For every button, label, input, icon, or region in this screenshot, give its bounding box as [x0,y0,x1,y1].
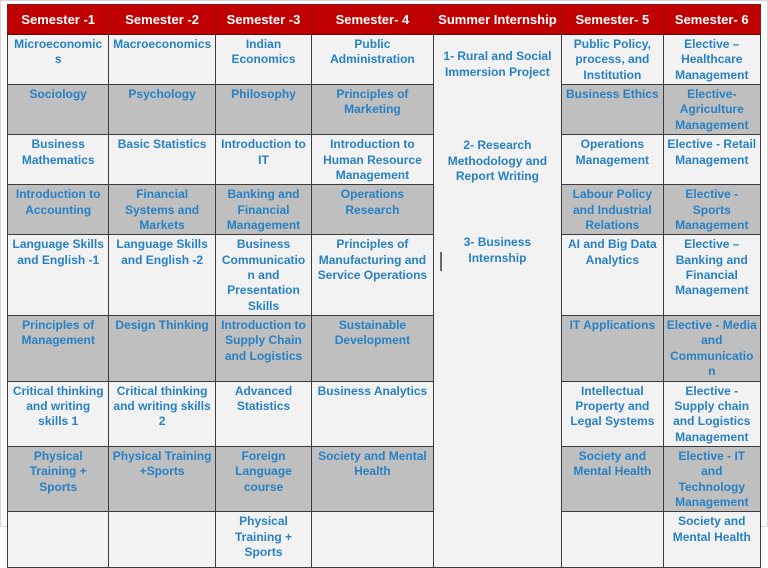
summer-internship-cell[interactable] [433,35,562,568]
course-cell[interactable]: Basic Statistics [109,135,215,185]
course-cell[interactable]: Critical thinking and writing skills 2 [109,381,215,446]
column-header-semester-5[interactable]: Semester- 5 [562,5,663,35]
course-cell[interactable]: Language Skills and English -1 [8,235,109,316]
course-cell[interactable]: Elective - Supply chain and Logistics Management [663,381,760,446]
summer-internship-item: 2- Research Methodology and Report Writing [447,138,548,184]
course-cell[interactable] [562,512,663,568]
course-cell[interactable]: Introduction to IT [215,135,311,185]
curriculum-table [7,4,761,568]
column-header-semester-6[interactable]: Semester- 6 [663,5,760,35]
course-cell[interactable]: Psychology [109,85,215,135]
course-cell[interactable]: Elective - IT and Technology Management [663,446,760,511]
course-cell[interactable]: Labour Policy and Industrial Relations [562,185,663,235]
table-row [8,381,761,446]
course-cell[interactable]: Business Analytics [312,381,433,446]
text-cursor [440,252,442,271]
course-cell[interactable]: Banking and Financial Management [215,185,311,235]
course-cell[interactable]: Financial Systems and Markets [109,185,215,235]
course-cell[interactable]: Physical Training + Sports [8,446,109,511]
column-header-semester-4[interactable]: Semester- 4 [312,5,433,35]
summer-internship-item: 3- Business Internship [463,234,532,265]
course-cell[interactable]: Society and Mental Health [312,446,433,511]
course-cell[interactable]: Operations Research [312,185,433,235]
course-cell[interactable]: Principles of Manufacturing and Service Operations [312,235,433,316]
course-cell[interactable]: Macroeconomics [109,35,215,85]
table-row [8,85,761,135]
table-row [8,185,761,235]
column-header-summer-internship[interactable]: Summer Internship [433,5,562,35]
course-cell[interactable]: Indian Economics [215,35,311,85]
course-cell[interactable]: Business Ethics [562,85,663,135]
table-row [8,512,761,568]
course-cell[interactable]: Intellectual Property and Legal Systems [562,381,663,446]
header-row [8,5,761,35]
course-cell[interactable]: Society and Mental Health [562,446,663,511]
course-cell[interactable]: Introduction to Human Resource Management [312,135,433,185]
course-cell[interactable] [8,512,109,568]
course-cell[interactable]: Principles of Management [8,316,109,381]
course-cell[interactable]: Public Administration [312,35,433,85]
course-cell[interactable]: Advanced Statistics [215,381,311,446]
course-cell[interactable] [312,512,433,568]
course-cell[interactable]: Elective- Agriculture Management [663,85,760,135]
course-cell[interactable]: Language Skills and English -2 [109,235,215,316]
course-cell[interactable]: Microeconomics [8,35,109,85]
table-row [8,446,761,511]
course-cell[interactable]: Sociology [8,85,109,135]
course-cell[interactable]: Sustainable Development [312,316,433,381]
course-cell[interactable]: Introduction to Supply Chain and Logistics [215,316,311,381]
course-cell[interactable]: Public Policy, process, and Institution [562,35,663,85]
summer-internship-item: 1- Rural and Social Immersion Project [443,49,552,79]
table-row [8,235,761,316]
column-header-semester-3[interactable]: Semester -3 [215,5,311,35]
course-cell[interactable]: Elective - Media and Communication [663,316,760,381]
course-cell[interactable]: Business Mathematics [8,135,109,185]
course-cell[interactable]: Elective – Healthcare Management [663,35,760,85]
course-cell[interactable]: Business Communication and Presentation Skills [215,235,311,316]
course-cell[interactable]: Elective - Sports Management [663,185,760,235]
course-cell[interactable]: Critical thinking and writing skills 1 [8,381,109,446]
course-cell[interactable]: IT Applications [562,316,663,381]
table-row [8,135,761,185]
course-cell[interactable]: Physical Training +Sports [109,446,215,511]
course-cell[interactable]: Introduction to Accounting [8,185,109,235]
table-row [8,316,761,381]
course-cell[interactable]: Design Thinking [109,316,215,381]
course-cell[interactable]: Foreign Language course [215,446,311,511]
column-header-semester-1[interactable]: Semester -1 [8,5,109,35]
course-cell[interactable]: Philosophy [215,85,311,135]
course-cell[interactable] [109,512,215,568]
course-cell[interactable]: Elective – Banking and Financial Management [663,235,760,316]
course-cell[interactable]: Physical Training + Sports [215,512,311,568]
table-row [8,35,761,85]
course-cell[interactable]: Elective - Retail Management [663,135,760,185]
course-cell[interactable]: Operations Management [562,135,663,185]
column-header-semester-2[interactable]: Semester -2 [109,5,215,35]
course-cell[interactable]: Society and Mental Health [663,512,760,568]
course-cell[interactable]: AI and Big Data Analytics [562,235,663,316]
course-cell[interactable]: Principles of Marketing [312,85,433,135]
